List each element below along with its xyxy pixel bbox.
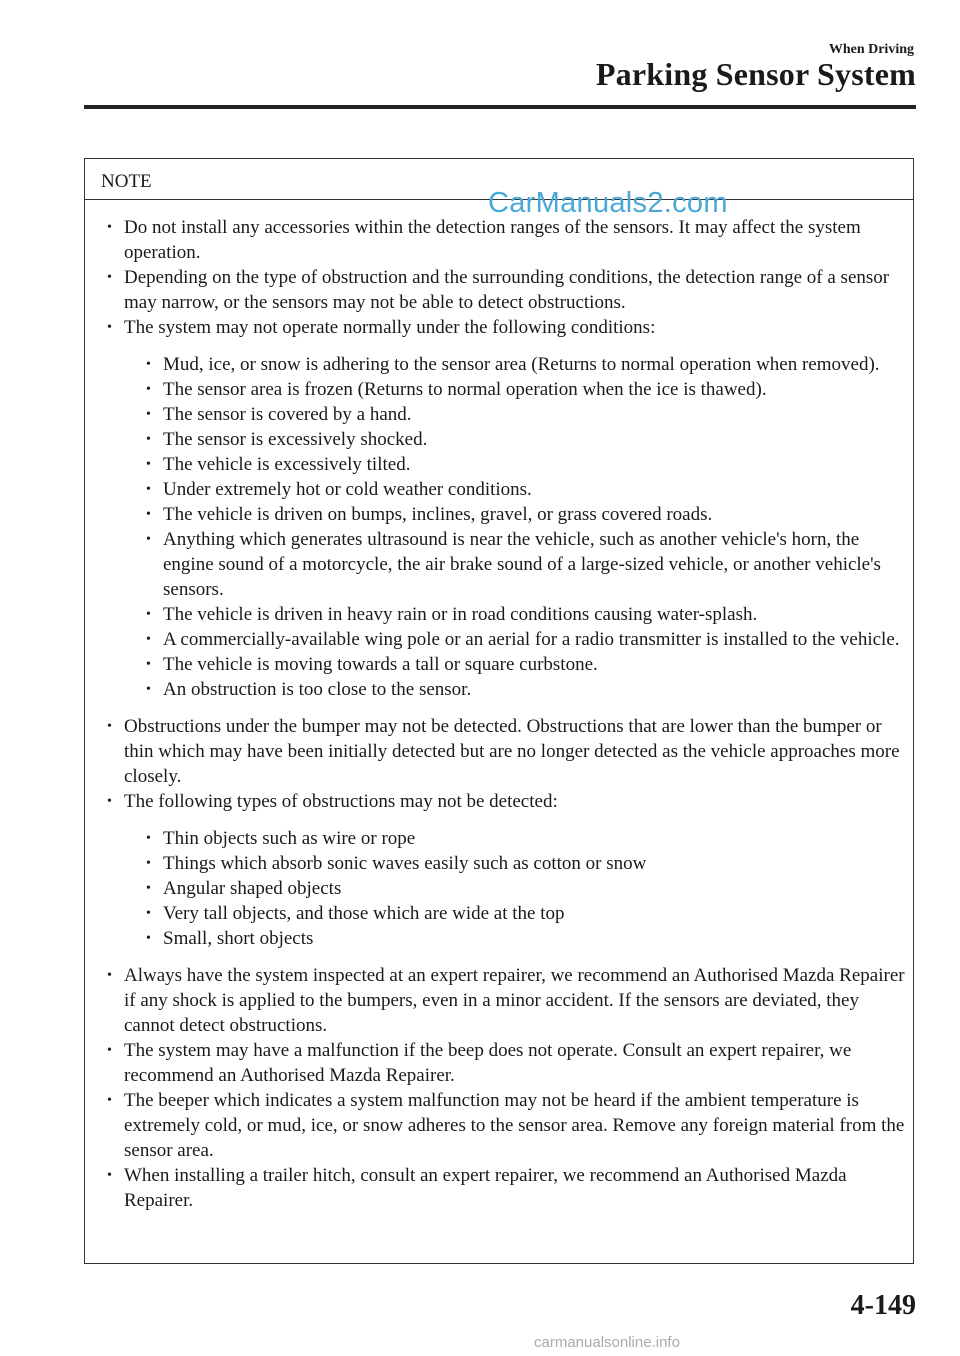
note-item [105, 1163, 905, 1213]
note-item [105, 315, 905, 702]
header-divider [84, 105, 916, 109]
note-item-text: The following types of obstructions may not be detected: [124, 791, 558, 812]
note-subitem: • The vehicle is moving towards a tall or square curbstone. [144, 652, 905, 677]
note-label: NOTE [101, 171, 152, 192]
note-item-text: The system may not operate normally under the following conditions: [124, 317, 656, 338]
note-item [105, 714, 905, 789]
note-subitem: • The sensor is excessively shocked. [144, 427, 905, 452]
note-subitem: • The sensor is covered by a hand. [144, 402, 905, 427]
note-subitem: • The sensor area is frozen (Returns to normal operation when the ice is thawed). [144, 377, 905, 402]
note-content [105, 215, 905, 1213]
note-item-text: When installing a trailer hitch, consult an expert repairer, we recommend an Authorised Mazda Repairer. [124, 1165, 847, 1211]
note-item [105, 1038, 905, 1088]
note-subitem: • Angular shaped objects [144, 876, 905, 901]
note-box [84, 158, 914, 1264]
note-item-text: Do not install any accessories within the detection ranges of the sensors. It may affect the system operation. [124, 217, 861, 263]
note-subitem: • An obstruction is too close to the sensor. [144, 677, 905, 702]
note-subitem: • The vehicle is driven on bumps, inclines, gravel, or grass covered roads. [144, 502, 905, 527]
note-subitem: • Small, short objects [144, 926, 905, 951]
note-subitem: • A commercially-available wing pole or an aerial for a radio transmitter is installed to the vehicle. [144, 627, 905, 652]
note-subitem: • The vehicle is driven in heavy rain or in road conditions causing water-splash. [144, 602, 905, 627]
note-item-text: Obstructions under the bumper may not be detected. Obstructions that are lower than the bumper or thin which may have been initially detected but are no longer detected as the vehicle approaches more closely. [124, 716, 900, 787]
note-sublist [144, 826, 905, 951]
note-item-text: Always have the system inspected at an expert repairer, we recommend an Authorised Mazda Repairer if any shock is applied to the bumpers, even in a minor accident. If the sensors are deviated, they cannot detect obstructions. [124, 965, 905, 1036]
note-item [105, 963, 905, 1038]
note-item-text: The system may have a malfunction if the beep does not operate. Consult an expert repairer, we recommend an Authorised Mazda Repairer. [124, 1040, 852, 1086]
note-subitem: • Very tall objects, and those which are wide at the top [144, 901, 905, 926]
note-subitem: • Thin objects such as wire or rope [144, 826, 905, 851]
note-subitem: • Anything which generates ultrasound is near the vehicle, such as another vehicle's horn, the engine sound of a motorcycle, the air brake sound of a large-sized vehicle, or another vehicle's sensors. [144, 527, 905, 602]
section-label: When Driving [828, 42, 914, 57]
note-item-text: The beeper which indicates a system malfunction may not be heard if the ambient temperature is extremely cold, or mud, ice, or snow adheres to the sensor area. Remove any foreign material from the sensor area. [124, 1090, 905, 1161]
note-subitem: • Under extremely hot or cold weather conditions. [144, 477, 905, 502]
note-subitem: • The vehicle is excessively tilted. [144, 452, 905, 477]
note-item [105, 265, 905, 315]
watermark-footer: carmanualsonline.info [534, 1334, 680, 1351]
watermark: CarManuals2.com [488, 187, 728, 219]
note-subitem: • Mud, ice, or snow is adhering to the sensor area (Returns to normal operation when removed). [144, 352, 905, 377]
note-item [105, 215, 905, 265]
note-list [105, 215, 905, 1213]
page-title: Parking Sensor System [595, 56, 916, 92]
note-sublist [144, 352, 905, 702]
note-item [105, 1088, 905, 1163]
note-item-text: Depending on the type of obstruction and the surrounding conditions, the detection range of a sensor may narrow, or the sensors may not be able to detect obstructions. [124, 267, 890, 313]
note-subitem: • Things which absorb sonic waves easily such as cotton or snow [144, 851, 905, 876]
note-item [105, 789, 905, 951]
page-number: 4-149 [850, 1290, 916, 1321]
